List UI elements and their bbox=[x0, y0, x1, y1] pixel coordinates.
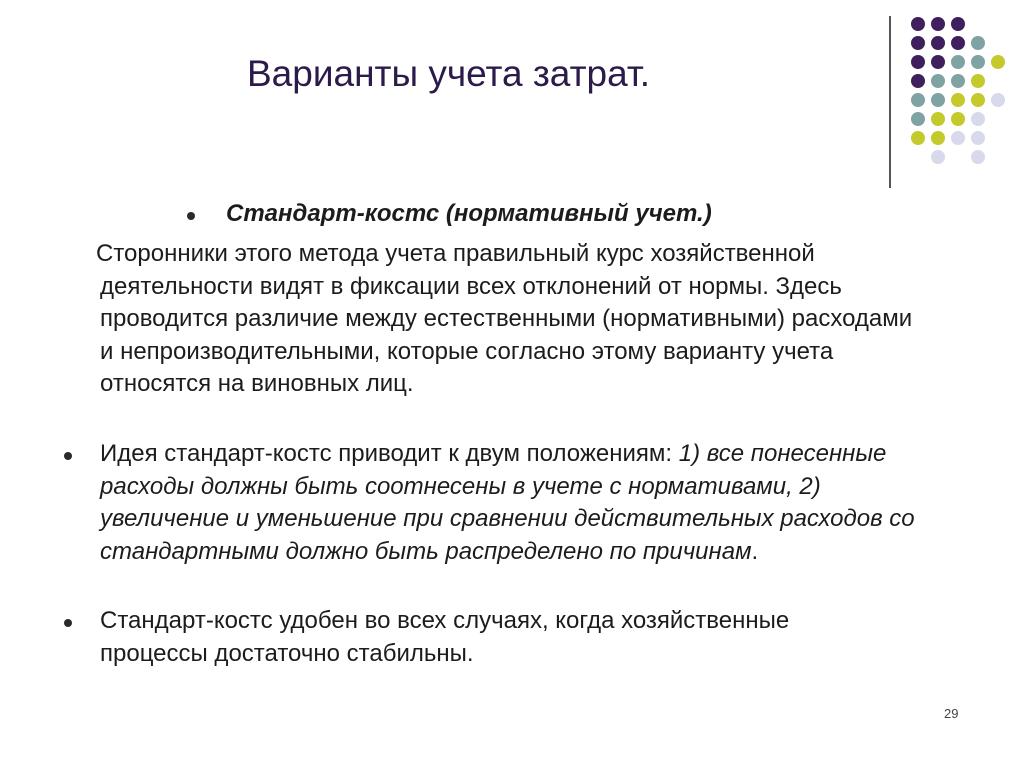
decor-dot bbox=[991, 93, 1005, 107]
decor-dot bbox=[911, 55, 925, 69]
decor-dot bbox=[951, 17, 965, 31]
slide-title: Варианты учета затрат. bbox=[247, 53, 650, 94]
decor-dot bbox=[951, 55, 965, 69]
body-paragraph bbox=[96, 238, 920, 401]
decor-dot bbox=[971, 93, 985, 107]
decorative-dot-grid bbox=[0, 0, 1024, 200]
list-item-text: Идея стандарт-костс приводит к двум положениям: bbox=[100, 440, 679, 467]
decor-dot bbox=[951, 74, 965, 88]
decor-dot bbox=[971, 74, 985, 88]
list-item bbox=[100, 438, 940, 568]
decor-dot bbox=[911, 36, 925, 50]
decor-dot bbox=[931, 17, 945, 31]
decor-dot bbox=[931, 112, 945, 126]
decor-dot bbox=[971, 36, 985, 50]
section-heading: Стандарт-костс (нормативный учет.) bbox=[226, 200, 712, 227]
decor-dot bbox=[951, 131, 965, 145]
decor-dot bbox=[951, 36, 965, 50]
list-item bbox=[100, 605, 900, 670]
decor-dot bbox=[931, 36, 945, 50]
list-bullet bbox=[64, 452, 72, 460]
decor-dot bbox=[971, 150, 985, 164]
decor-dot bbox=[971, 131, 985, 145]
decor-dot bbox=[951, 93, 965, 107]
decor-dot bbox=[971, 55, 985, 69]
decor-dot bbox=[951, 112, 965, 126]
list-item-end: . bbox=[751, 537, 759, 565]
decor-dot bbox=[911, 93, 925, 107]
decor-dot bbox=[931, 93, 945, 107]
decor-dot bbox=[971, 112, 985, 126]
vertical-divider bbox=[889, 16, 891, 188]
decor-dot bbox=[911, 17, 925, 31]
decor-dot bbox=[911, 74, 925, 88]
paragraph-text: Сторонники этого метода учета правильный курс хозяйственной деятельности видят в фиксации всех отклонений от нормы. Здесь проводится различие между естественными (нормативными) расходами и непроизводительными, которые согласно этому варианту учета относятся на виновных лиц. bbox=[96, 240, 913, 397]
decor-dot bbox=[931, 131, 945, 145]
decor-dot bbox=[911, 112, 925, 126]
decor-dot bbox=[911, 131, 925, 145]
heading-bullet bbox=[187, 212, 195, 220]
list-item-italic-text: 1) все понесенные расходы должны быть соотнесены в учете с нормативами, 2) увеличение и уменьшение при сравнении действительных расходов со стандартными должно быть распределено по причинам bbox=[100, 440, 915, 565]
decor-dot bbox=[931, 150, 945, 164]
list-item-text: Стандарт-костс удобен во всех случаях, когда хозяйственные процессы достаточно стабильны. bbox=[100, 607, 790, 667]
list-bullet bbox=[64, 619, 72, 627]
page-number: 29 bbox=[944, 706, 959, 721]
decor-dot bbox=[931, 74, 945, 88]
decor-dot bbox=[991, 55, 1005, 69]
decor-dot bbox=[931, 55, 945, 69]
